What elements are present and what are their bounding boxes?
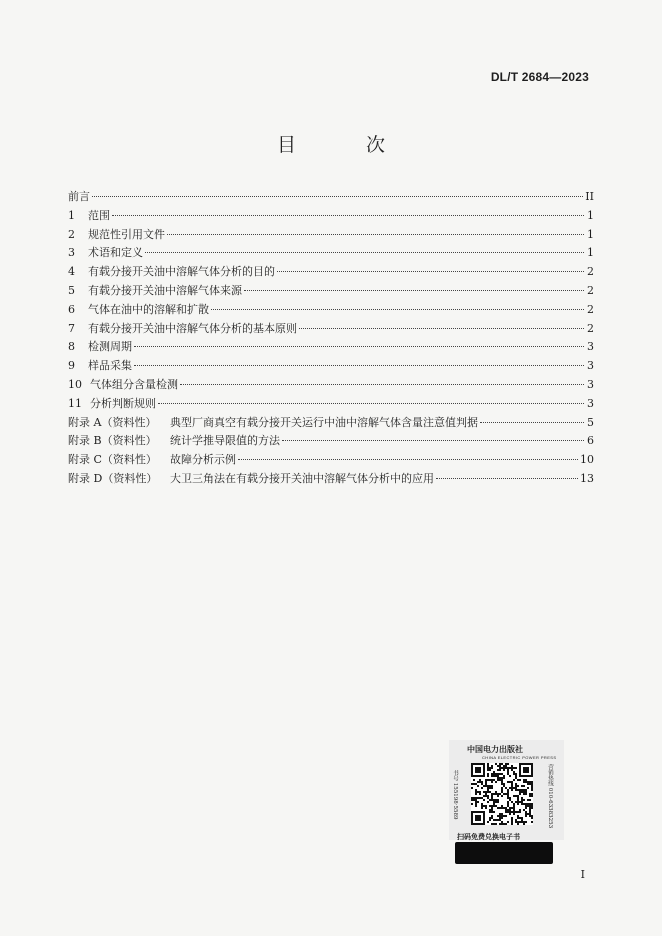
toc-entry-number: 6 bbox=[68, 302, 75, 316]
toc-entry-page: 6 bbox=[587, 434, 594, 448]
toc-entry-page: 3 bbox=[587, 340, 594, 354]
toc-entry[interactable] bbox=[68, 207, 594, 226]
toc-entry[interactable] bbox=[68, 244, 594, 263]
toc-entry-label: 分析判断规则 bbox=[90, 396, 156, 410]
toc-entry-page: 3 bbox=[587, 377, 594, 391]
document-code: DL/T 2684—2023 bbox=[490, 70, 589, 84]
toc-leader-dots bbox=[282, 440, 584, 441]
toc-entry-page: 1 bbox=[587, 246, 594, 260]
toc-entry-number: 3 bbox=[68, 246, 75, 260]
toc-entry[interactable] bbox=[68, 282, 594, 301]
toc-entry-number: 9 bbox=[68, 359, 75, 373]
toc-entry-page: 3 bbox=[587, 396, 594, 410]
toc-entry-number: 5 bbox=[68, 283, 75, 297]
toc-leader-dots bbox=[244, 290, 584, 291]
toc-entry[interactable] bbox=[68, 414, 594, 433]
toc-entry-number: 2 bbox=[68, 227, 75, 241]
qr-isbn-text: 书号 155198·5589 bbox=[452, 770, 458, 820]
toc-leader-dots bbox=[92, 196, 583, 197]
toc-entry-label: 典型厂商真空有载分接开关运行中油中溶解气体含量注意值判据 bbox=[170, 415, 478, 429]
toc-entry-page: 10 bbox=[580, 453, 594, 467]
toc-leader-dots bbox=[180, 384, 584, 385]
toc-entry[interactable] bbox=[68, 470, 594, 489]
toc-entry-label: 范围 bbox=[88, 208, 110, 222]
toc-leader-dots bbox=[211, 309, 584, 310]
qr-caption: 扫码免费兑换电子书 bbox=[457, 833, 520, 841]
toc-entry[interactable] bbox=[68, 301, 594, 320]
toc-entry-label: 术语和定义 bbox=[88, 246, 143, 260]
toc-leader-dots bbox=[480, 422, 584, 423]
toc-entry-label: 检测周期 bbox=[88, 340, 132, 354]
toc-entry-page: 13 bbox=[580, 471, 594, 485]
toc-entry-number: 8 bbox=[68, 340, 75, 354]
page-number: I bbox=[580, 868, 585, 881]
toc-leader-dots bbox=[134, 346, 584, 347]
publisher-logo-subtitle: CHINA ELECTRIC POWER PRESS bbox=[482, 755, 557, 760]
qr-phone-text: 营销热线 010-63383253 bbox=[547, 764, 553, 829]
toc-entry[interactable] bbox=[68, 320, 594, 339]
toc-entry-label: 大卫三角法在有载分接开关油中溶解气体分析中的应用 bbox=[170, 471, 434, 485]
toc-entry-page: 2 bbox=[587, 302, 594, 316]
toc-entry[interactable] bbox=[68, 357, 594, 376]
toc-leader-dots bbox=[238, 459, 578, 460]
toc-entry-page: 1 bbox=[587, 227, 594, 241]
toc-leader-dots bbox=[167, 234, 584, 235]
toc-entry[interactable] bbox=[68, 432, 594, 451]
toc-entry-page: II bbox=[585, 190, 594, 203]
toc-entry-label: 故障分析示例 bbox=[170, 453, 236, 467]
toc-entry-label: 气体组分含量检测 bbox=[90, 377, 178, 391]
toc-entry[interactable] bbox=[68, 338, 594, 357]
toc-entry-page: 1 bbox=[587, 208, 594, 222]
toc-entry-number: 4 bbox=[68, 265, 75, 279]
toc-entry[interactable] bbox=[68, 451, 594, 470]
table-of-contents bbox=[68, 188, 594, 489]
toc-entry-page: 3 bbox=[587, 359, 594, 373]
toc-leader-dots bbox=[145, 252, 584, 253]
toc-entry-number: 1 bbox=[68, 208, 75, 222]
publisher-logo: 中国电力出版社 bbox=[467, 744, 523, 754]
toc-leader-dots bbox=[299, 328, 584, 329]
toc-entry-number: 附录 D（资料性） bbox=[68, 471, 158, 485]
toc-entry-number: 附录 B（资料性） bbox=[68, 434, 157, 448]
toc-entry-number: 附录 A（资料性） bbox=[68, 415, 157, 429]
toc-entry-label: 有载分接开关油中溶解气体分析的基本原则 bbox=[88, 321, 297, 335]
toc-entry[interactable] bbox=[68, 395, 594, 414]
toc-entry-page: 5 bbox=[587, 415, 594, 429]
page-title: 目 次 bbox=[276, 134, 418, 156]
toc-entry-label: 有载分接开关油中溶解气体分析的目的 bbox=[88, 265, 275, 279]
toc-entry-number: 7 bbox=[68, 321, 75, 335]
toc-entry-number: 10 bbox=[68, 377, 82, 391]
toc-entry-number: 11 bbox=[68, 396, 82, 410]
toc-entry[interactable] bbox=[68, 188, 594, 207]
toc-leader-dots bbox=[112, 215, 584, 216]
toc-entry[interactable] bbox=[68, 263, 594, 282]
toc-entry-label: 前言 bbox=[68, 190, 90, 203]
toc-leader-dots bbox=[158, 403, 584, 404]
toc-entry-label: 气体在油中的溶解和扩散 bbox=[88, 302, 209, 316]
toc-entry-label: 有载分接开关油中溶解气体来源 bbox=[88, 283, 242, 297]
qr-code-icon[interactable] bbox=[471, 763, 533, 825]
toc-entry-label: 规范性引用文件 bbox=[88, 227, 165, 241]
toc-leader-dots bbox=[277, 271, 584, 272]
toc-entry-page: 2 bbox=[587, 265, 594, 279]
toc-entry-number: 附录 C（资料性） bbox=[68, 453, 157, 467]
scratch-code-panel bbox=[455, 842, 553, 864]
toc-entry-label: 样品采集 bbox=[88, 359, 132, 373]
toc-leader-dots bbox=[436, 478, 578, 479]
toc-entry-label: 统计学推导限值的方法 bbox=[170, 434, 280, 448]
toc-entry[interactable] bbox=[68, 376, 594, 395]
toc-leader-dots bbox=[134, 365, 584, 366]
toc-entry-page: 2 bbox=[587, 283, 594, 297]
toc-entry[interactable] bbox=[68, 226, 594, 245]
qr-sticker bbox=[449, 740, 564, 866]
toc-entry-page: 2 bbox=[587, 321, 594, 335]
